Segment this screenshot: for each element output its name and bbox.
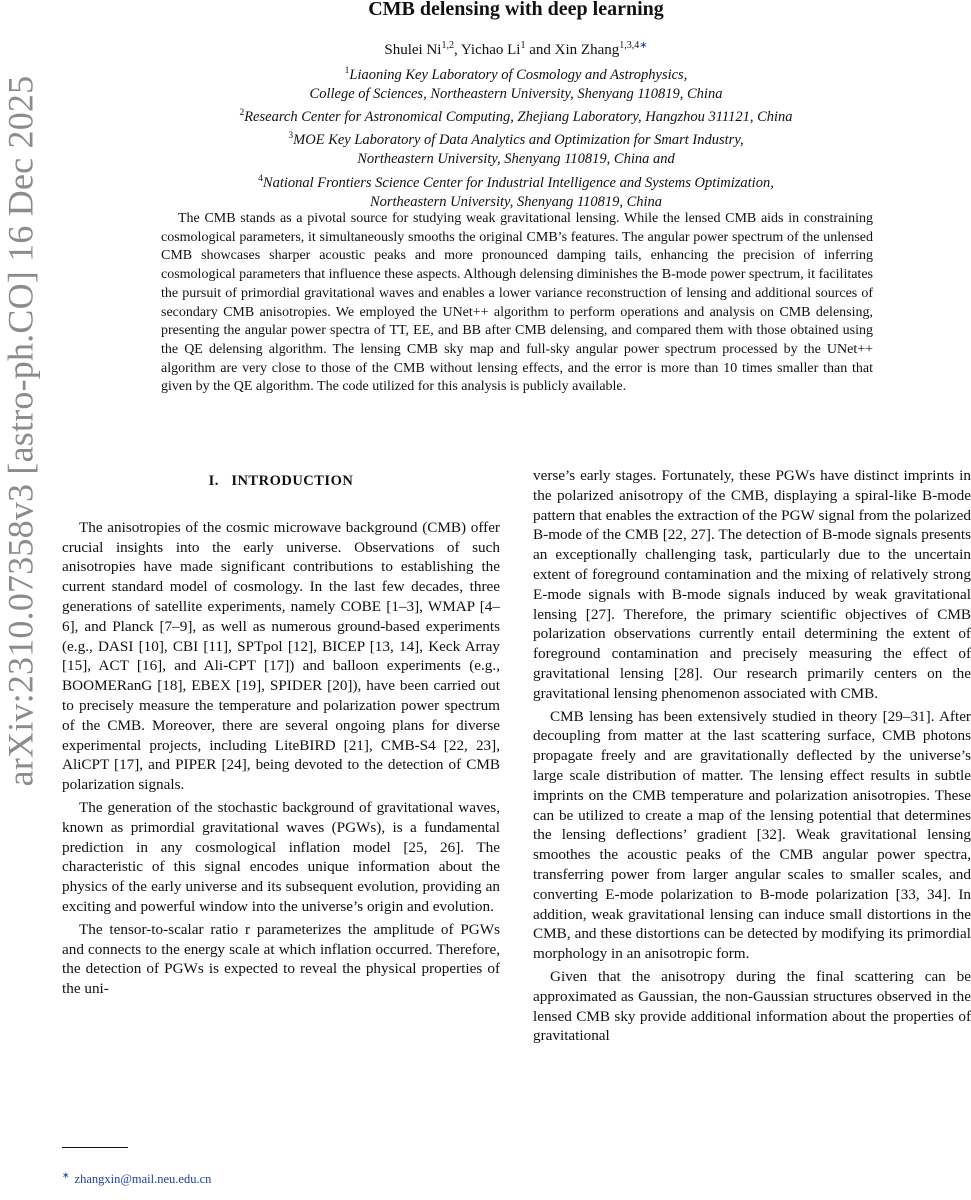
body-paragraph: The tensor-to-scalar ratio r parameterizes the amplitude of PGWs and connects to the energy scale at which inflation occurred. Therefore, the detection of PGWs is expected to reveal the physical properties of the uni- (62, 920, 500, 998)
author-separator: and (525, 42, 555, 58)
section-title: INTRODUCTION (231, 473, 354, 489)
left-column (62, 470, 500, 999)
affiliation-line: $^4$National Frontiers Science Center for Industrial Intelligence and Systems Optimization, (258, 173, 774, 191)
arxiv-identifier-stamp (0, 75, 40, 787)
arxiv-identifier-text: arXiv:2310.07358v3 [astro-ph.CO] 16 Dec 2025 (0, 75, 40, 787)
author-name: Yichao Li (460, 42, 521, 58)
section-number: I. (208, 473, 219, 489)
affiliation-line: Northeastern University, Shenyang 110819, China and (357, 151, 675, 168)
author-separator: , (453, 42, 461, 58)
section-heading (62, 470, 500, 492)
footnote (62, 1170, 211, 1187)
right-column (533, 466, 971, 1046)
body-paragraph: Given that the anisotropy during the final scattering can be approximated as Gaussian, the non-Gaussian structures observed in the lensed CMB sky provide additional information about the properties of gravitational (533, 967, 971, 1045)
affiliation-list (120, 62, 912, 212)
paper-title: CMB delensing with deep learning (368, 0, 664, 20)
footnote-mark: ∗ (62, 1170, 70, 1180)
affiliation-line: $^1$Liaoning Key Laboratory of Cosmology and Astrophysics, (344, 66, 688, 83)
author-name: Xin Zhang (554, 42, 620, 58)
author-email-link[interactable]: zhangxin@mail.neu.edu.cn (74, 1172, 212, 1187)
body-paragraph: The anisotropies of the cosmic microwave background (CMB) offer crucial insights into the early universe. Observations of such anisotropies have made significant contributions to establishing the current standard model of cosmology. In the last few decades, three generations of satellite experiments, namely COBE [1–3], WMAP [4–6], and Planck [7–9], as well as numerous ground-based experiments (e.g., DASI [10], CBI [11], SPTpol [12], BICEP [13, 14], Keck Array [15], ACT [16], and Ali-CPT [17]) and balloon experiments (e.g., BOOMERanG [18], EBEX [19], SPIDER [20]), have been carried out to precisely measure the temperature and polarization power spectrum of the CMB. Moreover, there are several ongoing plans for diverse experimental projects, including LiteBIRD [21], CMB-S4 [22, 23], AliCPT [17], and PIPER [24], being devoted to the detection of CMB polarization signals. (62, 518, 500, 794)
author-list (100, 40, 932, 59)
author-affiliation-mark: 1 (520, 40, 526, 51)
author-name: Shulei Ni (384, 42, 442, 58)
affiliation-line: $^3$MOE Key Laboratory of Data Analytics and Optimization for Smart Industry, (288, 131, 744, 149)
affiliation-line: College of Sciences, Northeastern University, Shenyang 110819, China (309, 86, 723, 103)
author-affiliation-mark: 1,2 (441, 40, 454, 51)
body-paragraph: verse’s early stages. Fortunately, these PGWs have distinct imprints in the polarized anisotropy of the CMB, displaying a spiral-like B-mode pattern that enables the extraction of the PGW signal from the polarized B-mode of the CMB [22, 27]. The detection of B-mode signals presents an exceptionally challenging task, particularly due to the uncertain extent of foreground contamination and the mixing of relatively strong E-mode signals with B-mode signals induced by weak gravitational lensing [27]. Therefore, the primary scientific objectives of CMB polarization observations currently entail determining the extent of foreground contamination and precisely measuring the effect of gravitational lensing [28]. Our research primarily centers on the gravitational lensing phenomenon associated with CMB. (533, 467, 971, 702)
body-paragraph: The generation of the stochastic background of gravitational waves, known as primordial gravitational waves (PGWs), is a fundamental prediction in any cosmological inflation model [25, 26]. The characteristic of this signal encodes unique information about the physics of the early universe and its subsequent evolution, providing an exciting and powerful window into the universe’s origin and evolution. (62, 798, 500, 915)
author-affiliation-mark: 1,3,4∗ (619, 40, 648, 51)
body-paragraph: CMB lensing has been extensively studied in theory [29–31]. After decoupling from matter at the last scattering surface, CMB photons propagate freely and are gravitationally deflected by the universe’s large scale distribution of matter. The lensing effect results in subtle imprints on the CMB temperature and polarization anisotropies. These can be utilized to create a map of the lensing potential that determines the lensing deflections’ gradient [32]. Weak gravitational lensing smoothes the acoustic peaks of the CMB angular power spectra, transferring power from larger angular scales to smaller scales, and converting E-mode polarization to B-mode polarization [33, 34]. In addition, weak gravitational lensing can induce small distortions in the CMB, and these distortions can be detected by modifying its primordial morphology in an anisotropic form. (533, 707, 971, 963)
abstract: The CMB stands as a pivotal source for studying weak gravitational lensing. While the lensed CMB aids in constraining cosmological parameters, it simultaneously smooths the original CMB’s features. The angular power spectrum of the unlensed CMB showcases sharper acoustic peaks and more pronounced damping tails, enhancing the precision of inferring cosmological parameters that influence these aspects. Although delensing diminishes the B-mode power spectrum, it facilitates the pursuit of primordial gravitational waves and enables a lower variance reconstruction of lensing and additional sources of secondary CMB anisotropies. We employed the UNet++ algorithm to perform operations and analysis on CMB delensing, presenting the angular power spectra of TT, EE, and BB after CMB delensing, and compared them with those obtained using the QE delensing algorithm. The lensing CMB sky map and full-sky angular power spectrum processed by the UNet++ algorithm are very close to those of the CMB without lensing effects, and the error is more than 10 times smaller than that given by the QE algorithm. The code utilized for this analysis is publicly available. (161, 211, 873, 395)
footnote-divider (62, 1147, 128, 1148)
corresponding-author-link[interactable]: ∗ (639, 40, 648, 51)
affiliation-line: $^2$Research Center for Astronomical Computing, Zhejiang Laboratory, Hangzhou 311121, China (239, 108, 793, 126)
affiliation-line: Northeastern University, Shenyang 110819, China (369, 193, 663, 210)
